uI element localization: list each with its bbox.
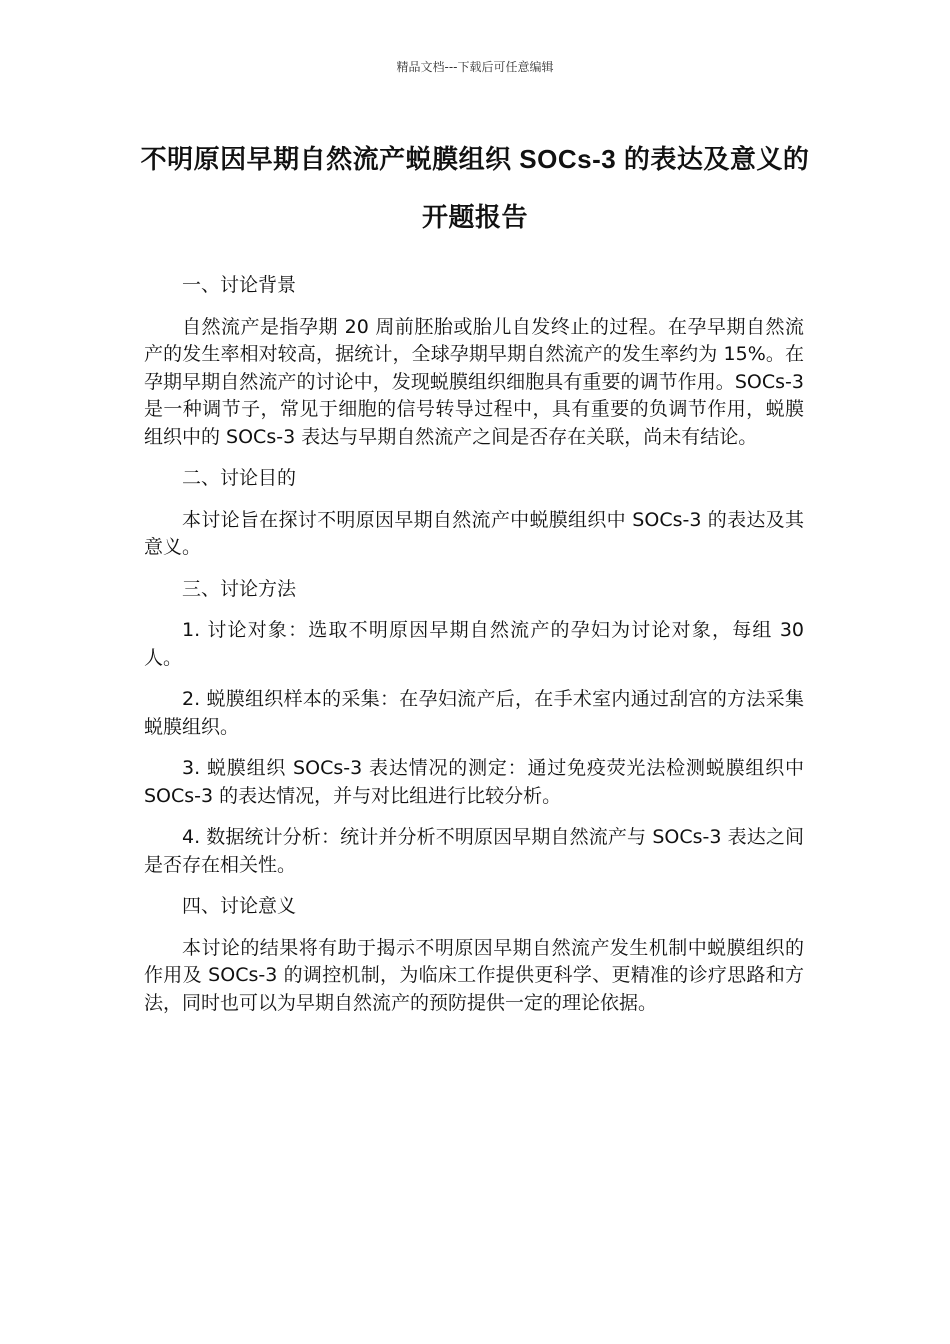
section-heading: 三、讨论方法 [182,577,297,600]
list-item: 4. 数据统计分析：统计并分析不明原因早期自然流产与 SOCs-3 表达之间是否存在相关性。 [144,826,804,876]
list-item: 1. 讨论对象：选取不明原因早期自然流产的孕妇为讨论对象，每组 30 人。 [144,619,804,669]
section-background [144,272,804,451]
list-item: 3. 蜕膜组织 SOCs-3 表达情况的测定：通过免疫荧光法检测蜕膜组织中 SOCs-3 的表达情况，并与对比组进行比较分析。 [144,757,804,807]
paragraph: 本讨论旨在探讨不明原因早期自然流产中蜕膜组织中 SOCs-3 的表达及其意义。 [144,508,804,558]
section-heading: 一、讨论背景 [182,274,297,296]
header-watermark: 精品文档---下载后可任意编辑 [396,60,554,74]
section-heading: 四、讨论意义 [182,895,297,917]
section-heading: 二、讨论目的 [182,467,297,489]
section-methods [144,576,804,880]
paragraph: 自然流产是指孕期 20 周前胚胎或胎儿自发终止的过程。在孕早期自然流产的发生率相对较高，据统计，全球孕期早期自然流产的发生率约为 15%。在孕期早期自然流产的讨论中，发现蜕膜组织细胞具有重要的调节作用。SOCs-3 是一种调节子，常见于细胞的信号转导过程中，具有重要的负调节作用，蜕膜组织中的 SOCs-3 表达与早期自然流产之间是否存在关联，尚未有结论。 [144,315,804,448]
section-purpose [144,465,804,562]
section-significance [144,893,804,1017]
document-body [144,272,804,1031]
list-item: 2. 蜕膜组织样本的采集：在孕妇流产后，在手术室内通过刮宫的方法采集蜕膜组织。 [144,688,804,738]
paragraph: 本讨论的结果将有助于揭示不明原因早期自然流产发生机制中蜕膜组织的作用及 SOCs-3 的调控机制，为临床工作提供更科学、更精准的诊疗思路和方法，同时也可以为早期自然流产的预防提供一定的理论依据。 [144,936,804,1014]
document-title: 不明原因早期自然流产蜕膜组织 SOCs-3 的表达及意义的开题报告 [140,144,810,232]
